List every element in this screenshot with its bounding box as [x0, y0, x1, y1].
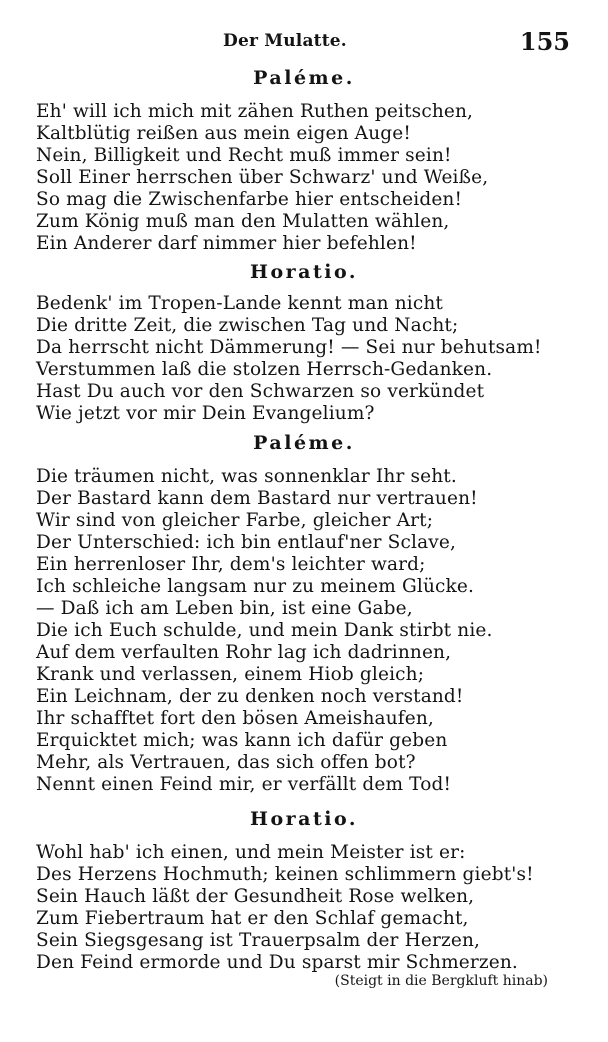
verse-block [36, 101, 581, 255]
verse-line: Soll Einer herrschen über Schwarz' und Weiße, [36, 167, 489, 188]
verse-line: Der Bastard kann dem Bastard nur vertrauen! [36, 488, 478, 509]
verse-line: Sein Hauch läßt der Gesundheit Rose welken, [36, 886, 475, 907]
verse-line: Ihr schafftet fort den bösen Ameishaufen, [36, 708, 434, 729]
page-number: 155 [519, 27, 570, 56]
verse-line: Erquicktet mich; was kann ich dafür geben [36, 730, 448, 751]
verse-line: Die ich Euch schulde, und mein Dank stirbt nie. [36, 620, 493, 641]
verse-line: Krank und verlassen, einem Hiob gleich; [36, 664, 425, 685]
verse-block [36, 293, 581, 425]
stage-direction: (Steigt in die Bergkluft hinab) [334, 973, 548, 989]
running-head [0, 29, 608, 59]
verse-line: Bedenk' im Tropen-Lande kennt man nicht [36, 293, 444, 314]
verse-line: Ein Leichnam, der zu denken noch verstand! [36, 686, 464, 707]
verse-line: Wir sind von gleicher Farbe, gleicher Art; [36, 510, 434, 531]
verse-line: Eh' will ich mich mit zähen Ruthen peitschen, [36, 101, 474, 122]
verse-line: Zum Fiebertraum hat er den Schlaf gemacht, [36, 908, 469, 929]
verse-line: Zum König muß man den Mulatten wählen, [36, 211, 450, 232]
verse-line: Wie jetzt vor mir Dein Evangelium? [36, 403, 375, 424]
verse-line: Der Unterschied: ich bin entlauf'ner Sclave, [36, 532, 456, 553]
verse-line: — Daß ich am Leben bin, ist eine Gabe, [36, 598, 413, 619]
verse-line: Die träumen nicht, was sonnenklar Ihr seht. [36, 466, 457, 487]
verse-line: Den Feind ermorde und Du sparst mir Schmerzen. [36, 952, 518, 973]
speaker-heading: Paléme. [253, 432, 355, 454]
verse-line: So mag die Zwischenfarbe hier entscheiden! [36, 189, 463, 210]
verse-block [36, 842, 581, 974]
speaker-heading: Paléme. [253, 67, 355, 89]
verse-line: Hast Du auch vor den Schwarzen so verkündet [36, 381, 485, 402]
verse-line: Sein Siegsgesang ist Trauerpsalm der Herzen, [36, 930, 481, 951]
verse-line: Ein herrenloser Ihr, dem's leichter ward; [36, 554, 426, 575]
running-title: Der Mulatte. [223, 31, 347, 51]
verse-line: Verstummen laß die stolzen Herrsch-Gedanken. [36, 359, 493, 380]
verse-line: Ich schleiche langsam nur zu meinem Glücke. [36, 576, 475, 597]
verse-line: Des Herzens Hochmuth; keinen schlimmern giebt's! [36, 864, 534, 885]
verse-block [36, 466, 581, 796]
verse-line: Nennt einen Feind mir, er verfällt dem Tod! [36, 774, 452, 795]
verse-line: Ein Anderer darf nimmer hier befehlen! [36, 233, 417, 254]
speaker-heading: Horatio. [250, 808, 358, 830]
verse-line: Die dritte Zeit, die zwischen Tag und Nacht; [36, 315, 459, 336]
verse-line: Mehr, als Vertrauen, das sich offen bot? [36, 752, 416, 773]
verse-line: Nein, Billigkeit und Recht muß immer sein! [36, 145, 452, 166]
verse-line: Auf dem verfaulten Rohr lag ich dadrinnen, [36, 642, 452, 663]
speaker-heading: Horatio. [250, 261, 358, 283]
verse-line: Kaltblütig reißen aus mein eigen Auge! [36, 123, 411, 144]
verse-line: Wohl hab' ich einen, und mein Meister ist er: [36, 842, 466, 863]
verse-line: Da herrscht nicht Dämmerung! — Sei nur behutsam! [36, 337, 542, 358]
